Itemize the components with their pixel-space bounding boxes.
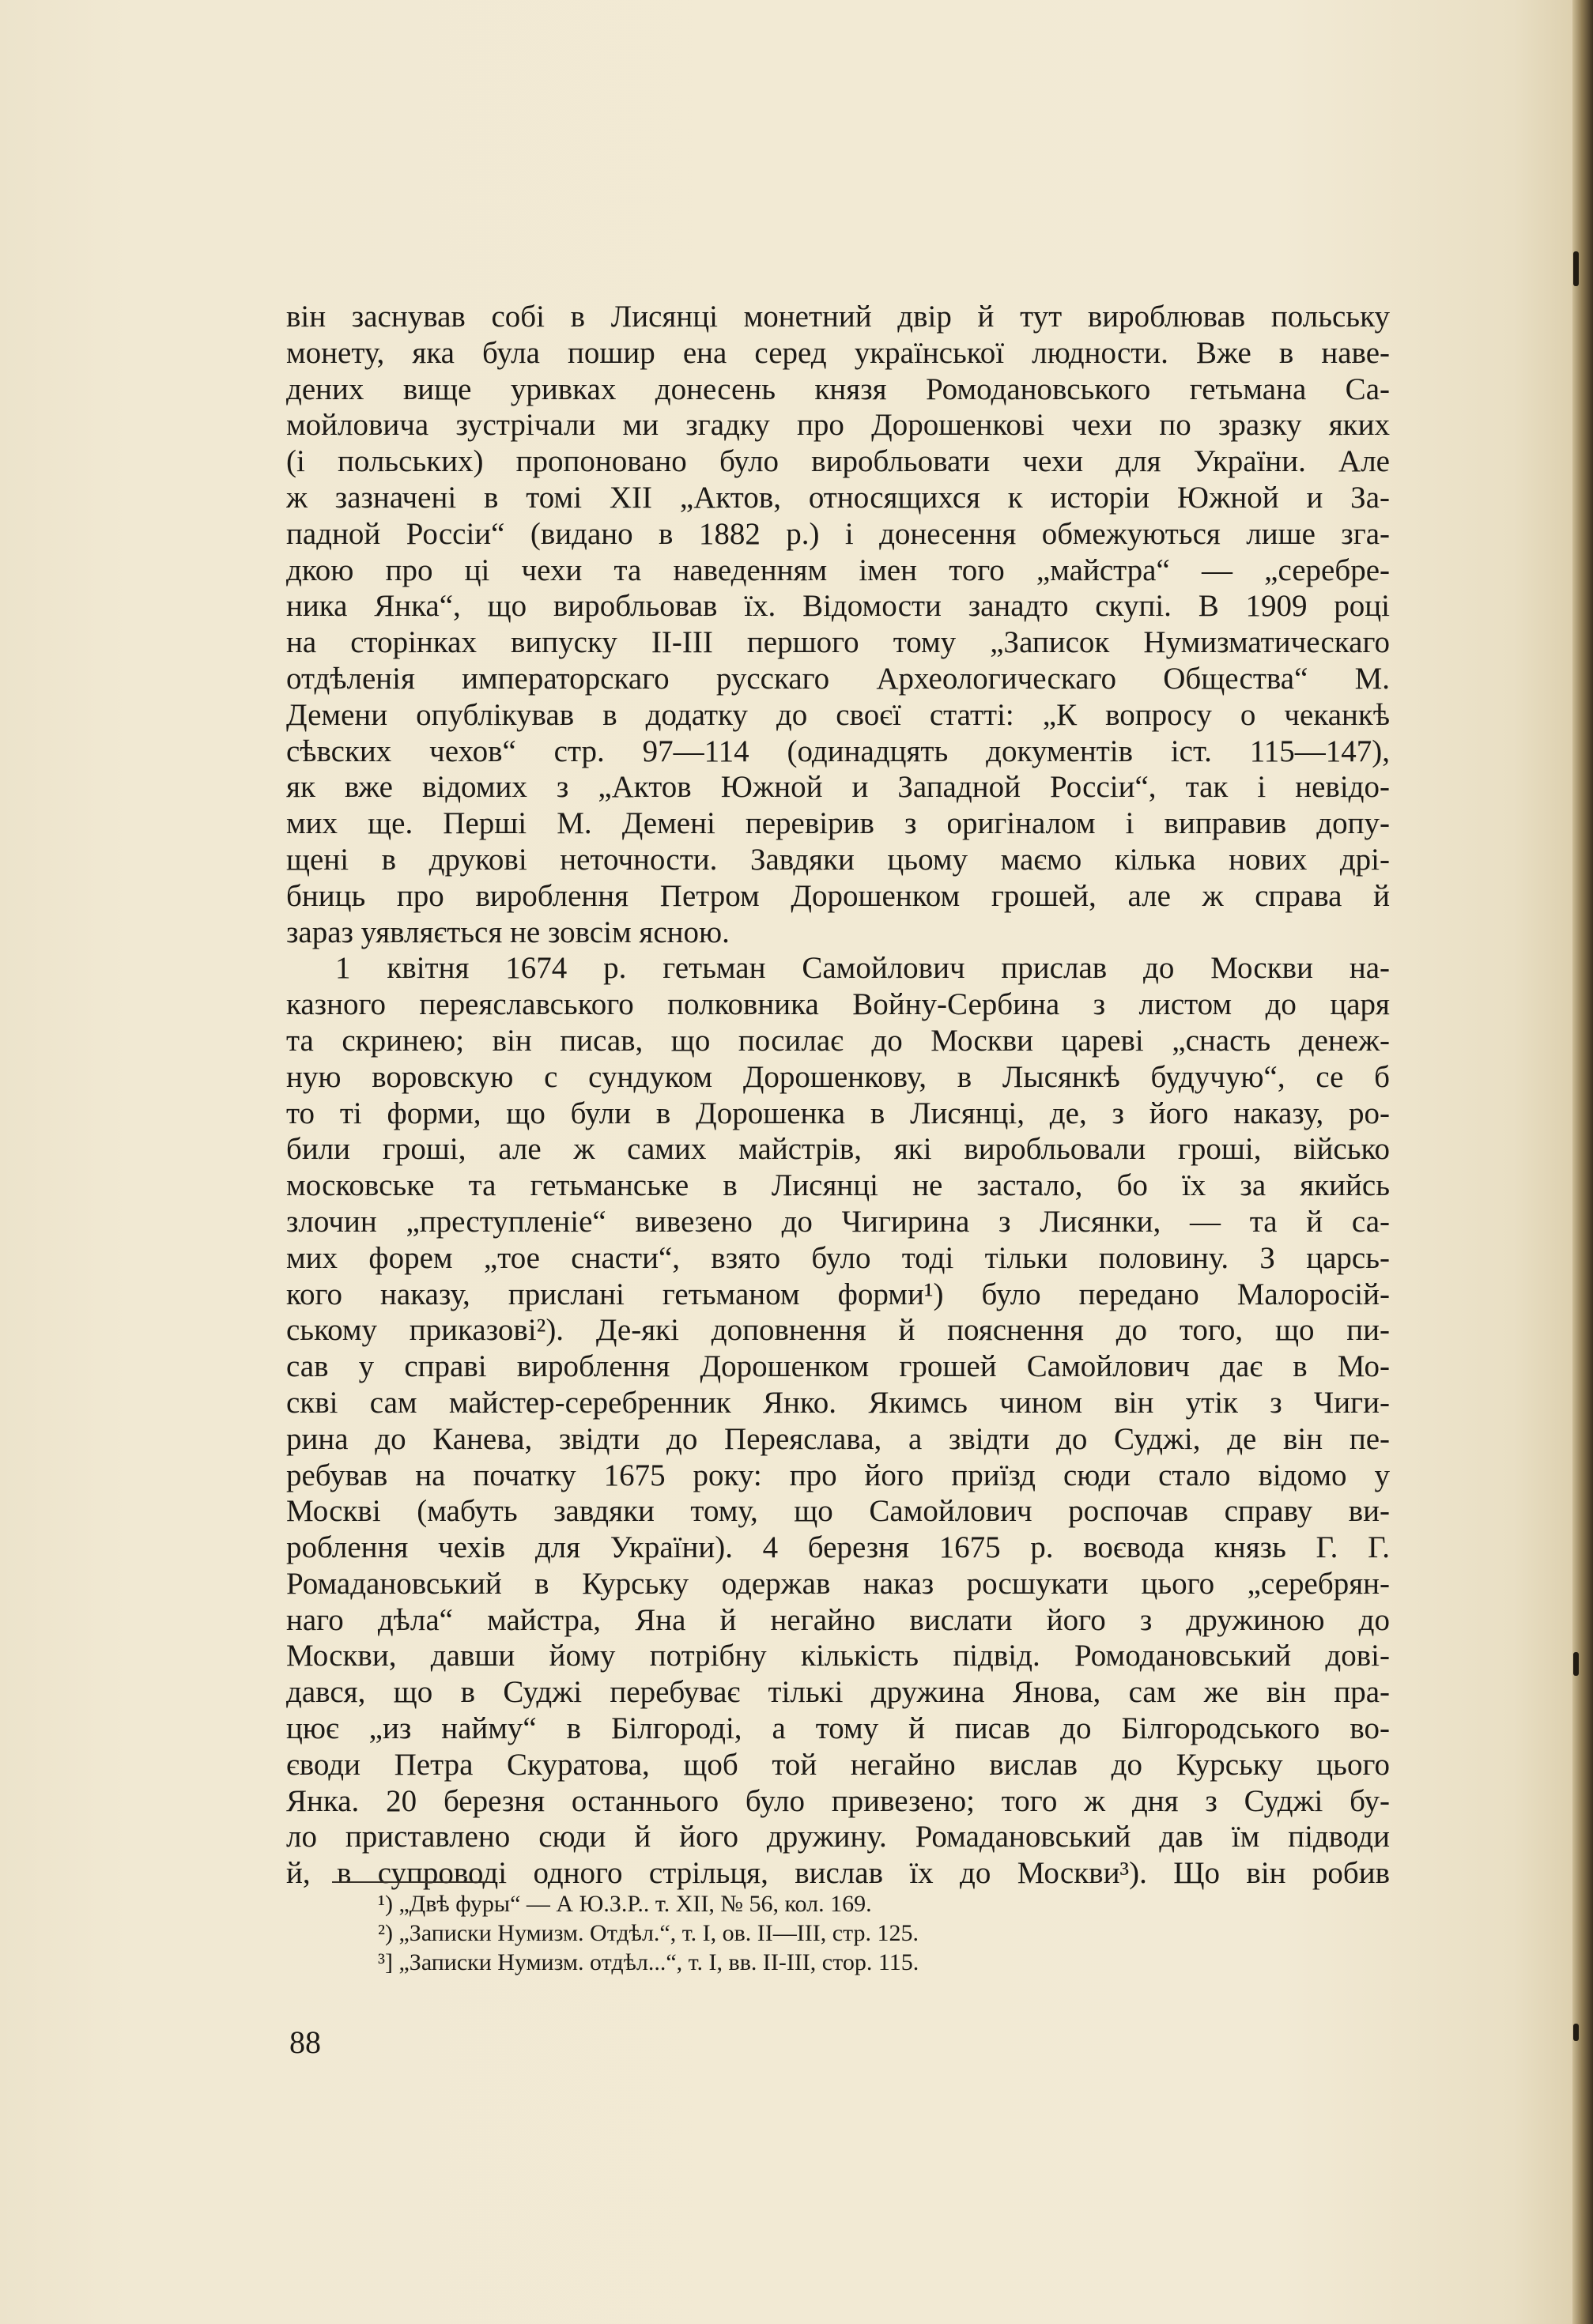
text-line: Ромадановський в Курську одержав наказ росшукати цього „серебрян- bbox=[286, 1566, 1390, 1601]
text-line: скві сам майстер-серебренник Янко. Якимсь чином він утік з Чиги- bbox=[286, 1385, 1390, 1420]
text-line: то ті форми, що були в Дорошенка в Лисянці, де, з його наказу, ро- bbox=[286, 1096, 1390, 1130]
text-line: мойловича зустрічали ми згадку про Дорошенкові чехи по зразку яких bbox=[286, 408, 1390, 443]
spine-mark-bottom bbox=[1573, 2024, 1579, 2041]
text-line: цює „из найму“ в Білгороді, а тому й писав до Білгородського во- bbox=[286, 1711, 1390, 1746]
paragraph-2 bbox=[286, 950, 1390, 1892]
text-line: Москві (мабуть завдяки тому, що Самойлович роспочав справу ви- bbox=[286, 1494, 1390, 1529]
text-line: мих ще. Перші М. Демені перевірив з оригіналом і виправив допу- bbox=[286, 806, 1390, 841]
main-text bbox=[286, 299, 1390, 1892]
text-line: дався, що в Суджі перебуває тількі дружина Янова, сам же він пра- bbox=[286, 1675, 1390, 1710]
text-line: монету, яка була пошир ена серед української людности. Вже в наве- bbox=[286, 335, 1390, 370]
text-line: він заснував собі в Лисянці монетний двір й тут вироблював польську bbox=[286, 300, 1390, 334]
text-line: Янка. 20 березня останнього було привезено; того ж дня з Суджі бу- bbox=[286, 1783, 1390, 1818]
footnote-divider bbox=[332, 1881, 490, 1883]
book-spine bbox=[1572, 0, 1593, 2324]
text-line: ж зазначені в томі XII „Актов, относящихся к исторіи Южной и За- bbox=[286, 480, 1390, 515]
text-line: ребував на початку 1675 року: про його приїзд сюди стало відомо у bbox=[286, 1458, 1390, 1492]
text-line: сѣвских чехов“ стр. 97—114 (одинадцять документів іст. 115—147), bbox=[286, 734, 1390, 768]
footnotes bbox=[378, 1889, 1327, 1977]
text-line: (і польських) пропоновано було виробльовати чехи для України. Але bbox=[286, 444, 1390, 479]
text-line: Демени опублікував в додатку до своєї статті: „К вопросу о чеканкѣ bbox=[286, 697, 1390, 732]
text-line: московське та гетьманське в Лисянці не застало, бо їх за якийсь bbox=[286, 1168, 1390, 1203]
text-line: ло приставлено сюди й його дружину. Ромадановський дав їм підводи bbox=[286, 1820, 1390, 1854]
text-line: Москви, давши йому потрібну кількість підвід. Ромодановський дові- bbox=[286, 1639, 1390, 1673]
text-line: кого наказу, прислані гетьманом форми¹) було передано Малоросій- bbox=[286, 1277, 1390, 1311]
text-line: ському приказові²). Де-які доповнення й пояснення до того, що пи- bbox=[286, 1313, 1390, 1348]
spine-mark-top bbox=[1573, 251, 1579, 286]
text-line: рина до Канева, звідти до Переяслава, а звідти до Суджі, де він пе- bbox=[286, 1421, 1390, 1456]
footnote: ²) „Записки Нумизм. Отдѣл.“, т. I, ов. II—III, стр. 125. bbox=[378, 1920, 919, 1946]
text-line: зараз уявляється не зовсім ясною. bbox=[286, 915, 730, 949]
text-line: отдѣленія императорскаго русскаго Археологическаго Общества“ М. bbox=[286, 661, 1390, 696]
text-line: дених вище уривках донесень князя Ромодановського гетьмана Са- bbox=[286, 372, 1390, 406]
text-line: та скринею; він писав, що посилає до Москви цареві „снасть денеж- bbox=[286, 1023, 1390, 1058]
text-line: наго дѣла“ майстра, Яна й негайно вислати його з дружиною до bbox=[286, 1602, 1390, 1637]
text-line: сав у справі вироблення Дорошенком грошей Самойлович дає в Мо- bbox=[286, 1349, 1390, 1384]
text-line: щені в друкові неточности. Завдяки цьому маємо кілька нових дрі- bbox=[286, 842, 1390, 877]
text-line: на сторінках випуску II-III першого тому „Записок Нумизматическаго bbox=[286, 625, 1390, 660]
footnote: ¹) „Двѣ фуры“ — А Ю.З.Р.. т. XII, № 56, кол. 169. bbox=[378, 1891, 872, 1917]
paragraph-1 bbox=[286, 299, 1390, 950]
text-line: ника Янка“, що виробльовав їх. Відомости занадто скупі. В 1909 році bbox=[286, 589, 1390, 624]
text-line: падной Россіи“ (видано в 1882 р.) і донесення обмежуються лише зга- bbox=[286, 516, 1390, 551]
text-line: казного переяславського полковника Войну-Сербина з листом до царя bbox=[286, 987, 1390, 1022]
spine-mark-middle bbox=[1573, 1652, 1579, 1676]
footnote: ³] „Записки Нумизм. отдѣл...“, т. I, вв. II-III, стор. 115. bbox=[378, 1949, 919, 1975]
text-line: бниць про вироблення Петром Дорошенком грошей, але ж справа й bbox=[286, 878, 1390, 913]
text-line: дкою про ці чехи та наведенням імен того „майстра“ — „серебре- bbox=[286, 553, 1390, 587]
text-line: ную воровскую с сундуком Дорошенкову, в Лысянкѣ будучую“, се б bbox=[286, 1059, 1390, 1094]
text-line: як вже відомих з „Актов Южной и Западной Россіи“, так і невідо- bbox=[286, 770, 1390, 805]
text-line: єводи Петра Скуратова, щоб той негайно вислав до Курську цього bbox=[286, 1747, 1390, 1782]
text-line: мих форем „тое снасти“, взято було тоді тільки половину. З царсь- bbox=[286, 1240, 1390, 1275]
text-line: били гроші, але ж самих майстрів, які виробльовали гроші, військо bbox=[286, 1132, 1390, 1167]
page-number: 88 bbox=[289, 2024, 321, 2060]
text-line: 1 квітня 1674 р. гетьман Самойлович прислав до Москви на- bbox=[335, 951, 1390, 986]
text-line: роблення чехів для України). 4 березня 1675 р. воєвода князь Г. Г. bbox=[286, 1530, 1390, 1565]
text-line: злочин „преступленіе“ вивезено до Чигирина з Лисянки, — та й са- bbox=[286, 1204, 1390, 1239]
text-line: й, в супроводі одного стрільця, вислав їх до Москви³). Що він робив bbox=[286, 1856, 1390, 1891]
